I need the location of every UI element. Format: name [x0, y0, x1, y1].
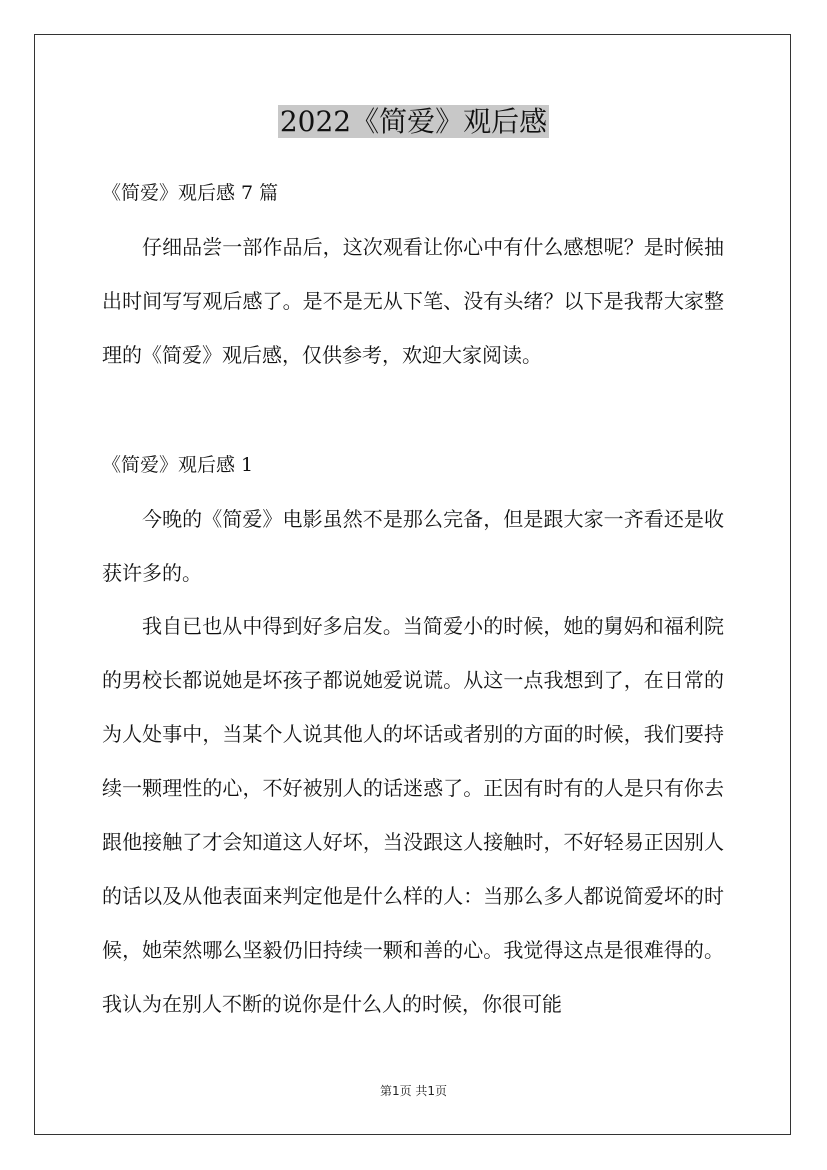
page-number-footer: 第1页 共1页 [379, 1084, 448, 1098]
document-title-text: 2022《简爱》观后感 [279, 105, 548, 138]
intro-paragraph: 仔细品尝一部作品后，这次观看让你心中有什么感想呢？是时候抽出时间写写观后感了。是不是无从下笔、没有头绪？以下是我帮大家整理的《简爱》观后感，仅供参考，欢迎大家阅读。 [102, 235, 724, 367]
body-paragraph: 我自已也从中得到好多启发。当简爱小的时候，她的舅妈和福利院的男校长都说她是坏孩子都说她爱说谎。从这一点我想到了，在日常的为人处事中，当某个人说其他人的坏话或者别的方面的时候，我们要持续一颗理性的心，不好被别人的话迷惑了。正因有时有的人是只有你去跟他接触了才会知道这人好坏，当没跟这人接触时，不好轻易正因别人的话以及从他表面来判定他是什么样的人：当那么多人都说简爱坏的时候，她荣然哪么坚毅仍旧持续一颗和善的心。我觉得这点是很难得的。我认为在别人不断的说你是什么人的时候，你很可能 [102, 614, 724, 1016]
document-title [0, 100, 827, 144]
document-subtitle: 《简爱》观后感 7 篇 [102, 182, 279, 204]
body-paragraph: 今晚的《简爱》电影虽然不是那么完备，但是跟大家一齐看还是收获许多的。 [102, 507, 724, 585]
section-heading: 《简爱》观后感 1 [102, 454, 254, 476]
